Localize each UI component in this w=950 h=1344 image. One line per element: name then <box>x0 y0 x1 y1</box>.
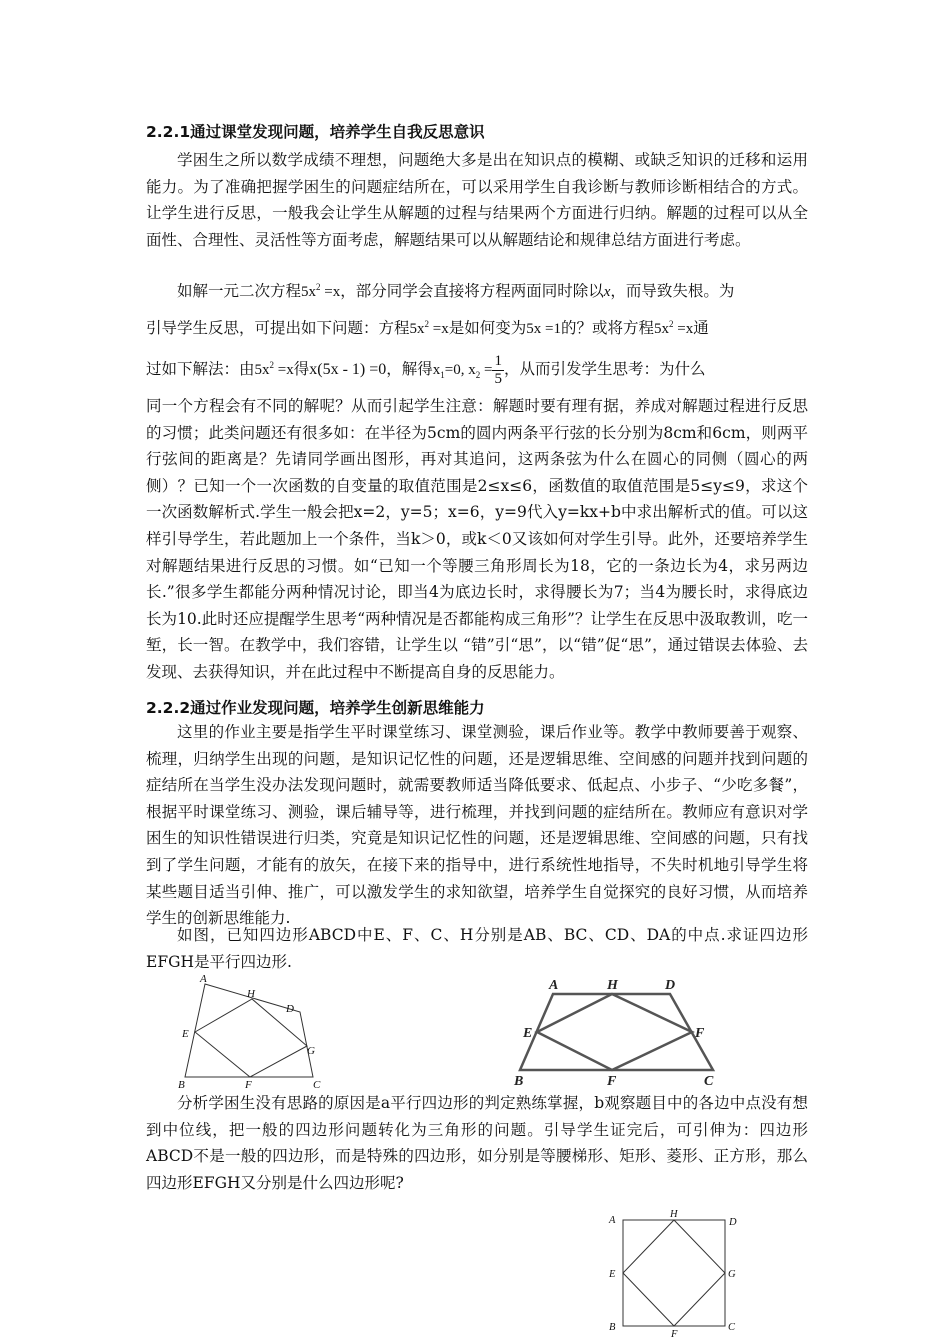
label-E: E <box>523 1026 533 1041</box>
label-E: E <box>609 1269 616 1280</box>
equation: $5x^2 =x$ <box>653 319 694 337</box>
section-heading-2-2-2: 2.2.2通过作业发现问题，培养学生创新思维能力 <box>146 699 485 717</box>
label-F: F <box>607 1074 617 1089</box>
label-H: H <box>607 978 618 993</box>
label-A: A <box>200 973 207 985</box>
label-G: G <box>728 1269 736 1280</box>
label-F: F <box>695 1026 705 1041</box>
label-D: D <box>286 1003 294 1015</box>
label-B: B <box>609 1322 616 1333</box>
label-C: C <box>728 1322 736 1333</box>
figure-square <box>603 1206 743 1342</box>
label-A: A <box>609 1215 616 1226</box>
figure-general-quadrilateral <box>170 972 330 1090</box>
math-line-3: 过如下解法：由$5x^2 =x$得x(5x - 1) =0，解得$x_1=0$, $x_2$ = $\frac{1}{5}$ ，从而引发学生思考：为什么 <box>146 352 706 387</box>
equation: $5x^2 =x$ <box>254 360 294 378</box>
equation: $5x^2 =x$ <box>409 319 449 337</box>
fraction: $\frac{1}{5}$ <box>494 352 502 387</box>
label-B: B <box>514 1074 524 1089</box>
label-D: D <box>665 978 676 993</box>
equation: $5x^2 =x$ <box>301 282 341 300</box>
label-B: B <box>178 1079 185 1090</box>
paragraph: 这里的作业主要是指学生平时课堂练习、课堂测验，课后作业等。教学中教师要善于观察、梳理，归纳学生出现的问题，是知识记忆性的问题，还是逻辑思维、空间感的问题并找到问题的症结所在当学生没办法发现问题时，就需要教师适当降低要求、低起点、小步子、“少吃多餐”，根据平时课堂练习、测验，课后辅导等，进行梳理，并找到问题的症结所在。教师应有意识对学困生的知识性错误进行归类，究竟是知识记忆性的问题，还是逻辑思维、空间感的问题，只有找到了学生问题，才能有的放矢，在接下来的指导中，进行系统性地指导，不失时机地引导学生将某些题目适当引伸、推广，可以激发学生的求知欲望，培养学生自觉探究的良好习惯，从而培养学生的创新思维能力. <box>146 723 808 928</box>
label-D: D <box>729 1217 737 1228</box>
label-H: H <box>670 1209 678 1220</box>
paragraph: 分析学困生没有思路的原因是a平行四边形的判定熟练掌握，b观察题目中的各边中点没有想到中位线，把一般的四边形问题转化为三角形的问题。引导学生证完后，可引伸为：四边形ABCD不是一般的四边形，而是特殊的四边形，如分别是等腰梯形、矩形、菱形、正方形，那么四边形EFGH又分别是什么四边形呢? <box>146 1094 808 1192</box>
label-E: E <box>182 1028 189 1040</box>
label-G: G <box>307 1045 315 1057</box>
label-A: A <box>549 978 559 993</box>
label-F: F <box>245 1079 252 1090</box>
figure-isosceles-trapezoid <box>505 972 730 1090</box>
label-C: C <box>704 1074 714 1089</box>
paragraph: 学困生之所以数学成绩不理想，问题绝大多是出在知识点的模糊、或缺乏知识的迁移和运用能力。为了准确把握学困生的问题症结所在，可以采用学生自我诊断与教师诊断相结合的方式。让学生进行反思，一般我会让学生从解题的过程与结果两个方面进行归纳。解题的过程可以从全面性、合理性、灵活性等方面考虑，解题结果可以从解题结论和规律总结方面进行考虑。 <box>146 151 808 249</box>
math-line-2: 引导学生反思，可提出如下问题：方程$5x^2 =x$是如何变为5x =1的？或将方程$5x^2 =x$通 <box>146 319 709 337</box>
paragraph: 如图，已知四边形ABCD中E、F、C、H分别是AB、BC、CD、DA的中点.求证四边形EFGH是平行四边形. <box>146 926 808 971</box>
paragraph: 同一个方程会有不同的解呢？从而引起学生注意：解题时要有理有据，养成对解题过程进行反思的习惯；此类问题还有很多如：在半径为5cm的圆内两条平行弦的长分别为8cm和6cm，则两平行弦间的距离是？先请同学画出图形，再对其追问，这两条弦为什么在圆心的同侧（圆心的两侧）？已知一个一次函数的自变量的取值范围是2≤x≤6，函数值的取值范围是5≤y≤9，求这个一次函数解析式.学生一般会把x=2，y=5；x=6，y=9代入y=kx+b中求出解析式的值。可以这样引导学生，若此题加上一个条件，当k＞0，或k＜0又该如何对学生引导。此外，还要培养学生对解题结果进行反思的习惯。如“已知一个等腰三角形周长为18，它的一条边长为4，求另两边长.”很多学生都能分两种情况讨论，即当4为底边长时，求得腰长为7；当4为腰长时，求得底边长为10.此时还应提醒学生思考“两种情况是否都能构成三角形”？让学生在反思中汲取教训，吃一堑，长一智。在教学中，我们容错，让学生以 “错”引“思”，以“错”促“思”，通过错误去体验、去发现、去获得知识，并在此过程中不断提高自身的反思能力。 <box>146 397 808 681</box>
label-C: C <box>313 1079 321 1090</box>
label-H: H <box>247 988 255 1000</box>
math-line-1: 如解一元二次方程$5x^2 =x$，部分同学会直接将方程两面同时除以x，而导致失根。为 <box>177 282 735 300</box>
section-heading-2-2-1: 2.2.1通过课堂发现问题，培养学生自我反思意识 <box>146 123 485 141</box>
solution: $x_1=0$, $x_2$ = <box>432 362 493 380</box>
label-F: F <box>671 1329 678 1340</box>
